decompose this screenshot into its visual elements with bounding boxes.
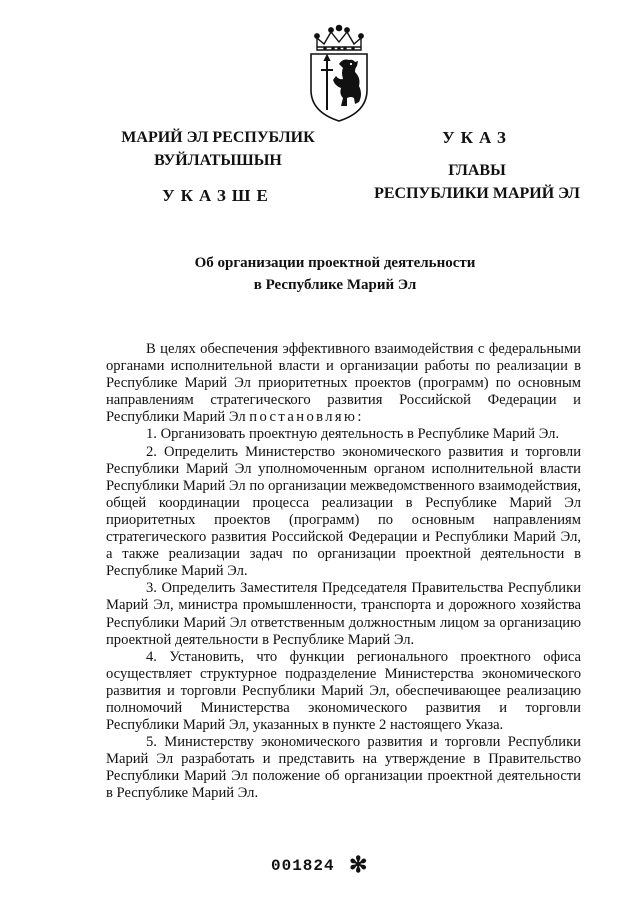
- header-russian: [352, 126, 602, 205]
- intro-text: В целях обеспечения эффективного взаимодействия с федеральными органами исполнительной власти и организации работы по реализации в Республике Марий Эл приоритетных проектов (программ) по основным направлениям стратегического развития Российской Федерации и Республики Марий Эл: [106, 341, 581, 426]
- paragraph-5: 5. Министерству экономического развития и торговли Республики Марий Эл разработать и представить на утверждение в Правительство Республики Марий Эл положение об организации проектной деятельности в Республике Марий Эл.: [106, 734, 581, 802]
- header-mari-line3: УКАЗШЕ: [162, 186, 274, 205]
- decree-title: [120, 252, 550, 296]
- decree-title-line1: Об организации проектной деятельности: [194, 255, 476, 271]
- paragraph-2: 2. Определить Министерство экономического развития и торговли Республики Марий Эл уполномоченным органом исполнительной власти Республики Марий Эл по организации межведомственного взаимодействия, общей координации процесса реализации в Республике Марий Эл приоритетных проектов (программ) по основным направлениям стратегического развития Российской Федерации и Республики Марий Эл, а также реализации задач по организации проектной деятельности в Республике Марий Эл.: [106, 443, 581, 580]
- serial-number: 001824: [271, 857, 335, 875]
- decree-body: [106, 341, 581, 803]
- paragraph-3: 3. Определить Заместителя Председателя Правительства Республики Марий Эл, министра промышленности, транспорта и дорожного хозяйства Республики Марий Эл ответственным должностным лицом за организацию проектной деятельности в Республике Марий Эл.: [106, 580, 581, 648]
- header-russian-line1: УКАЗ: [442, 128, 512, 147]
- header-russian-line3: РЕСПУБЛИКИ МАРИЙ ЭЛ: [374, 185, 580, 202]
- coat-of-arms-emblem: [303, 24, 375, 124]
- intro-keyword: постановляю:: [249, 409, 364, 426]
- header-mari: [98, 126, 338, 207]
- paragraph-1: 1. Организовать проектную деятельность в Республике Марий Эл.: [146, 426, 560, 443]
- header-russian-line2: ГЛАВЫ: [448, 162, 506, 179]
- crown-icon: [315, 25, 363, 50]
- asterisk-icon: ✻: [349, 852, 368, 877]
- header-mari-line2: ВУЙЛАТЫШЫН: [154, 152, 282, 169]
- decree-title-line2: в Республике Марий Эл: [253, 277, 417, 293]
- intro-paragraph: [106, 341, 581, 426]
- paragraph-4: 4. Установить, что функции регионального проектного офиса осуществляет структурное подразделение Министерства экономического развития и торговли Республики Марий Эл, обеспечивающее реализацию полномочий Министерства экономического развития и торговли Республики Марий Эл, указанных в пункте 2 настоящего Указа.: [106, 648, 581, 734]
- header-mari-line1: МАРИЙ ЭЛ РЕСПУБЛИК: [121, 129, 315, 146]
